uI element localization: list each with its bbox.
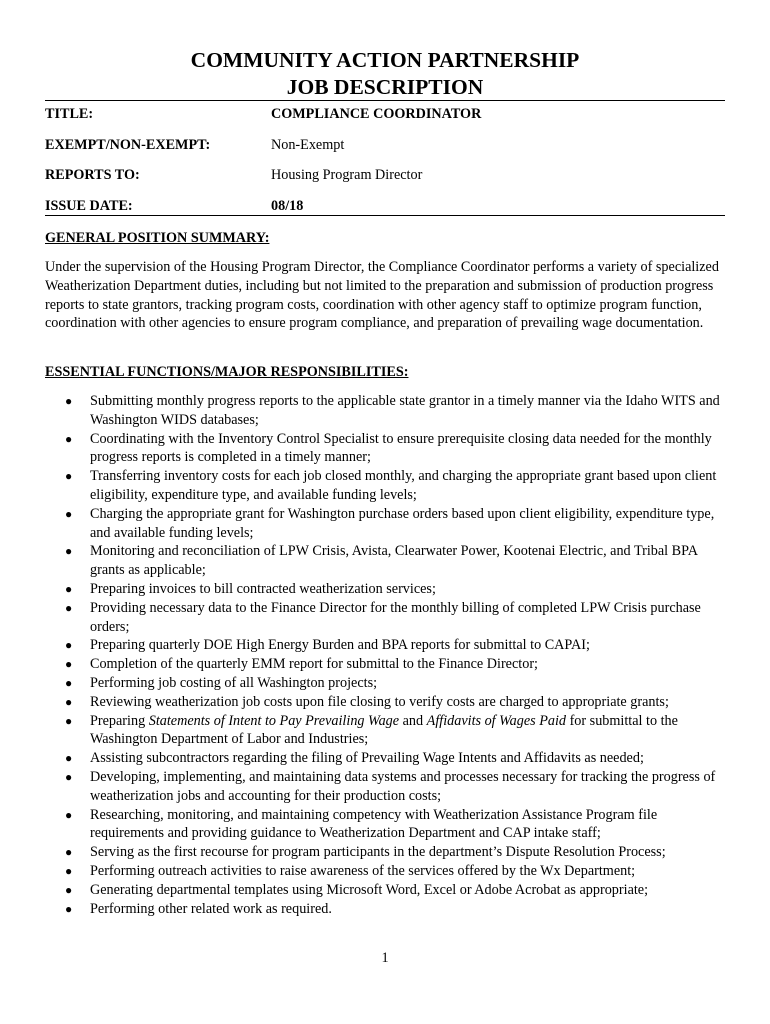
responsibilities-heading: ESSENTIAL FUNCTIONS/MAJOR RESPONSIBILITIES:: [45, 364, 409, 380]
bullet-icon: ●: [65, 675, 73, 690]
list-item: ● Reviewing weatherization job costs upon file closing to verify costs are charged to appropriate grants;: [65, 693, 669, 710]
exempt-value: Non-Exempt: [271, 137, 345, 153]
title-label: TITLE:: [45, 106, 94, 122]
list-item: ● Coordinating with the Inventory Control Specialist to ensure prerequisite closing data needed for the monthly progress reports is completed in a timely manner;: [65, 430, 712, 466]
bullet-icon: ●: [65, 581, 73, 596]
doc-type-title: JOB DESCRIPTION: [286, 75, 484, 99]
list-item: ● Preparing invoices to bill contracted weatherization services;: [65, 580, 436, 597]
bullet-icon: ●: [65, 845, 73, 860]
page-number: 1: [381, 950, 389, 966]
bullet-icon: ●: [65, 544, 73, 559]
bullet-icon: ●: [65, 506, 73, 521]
summary-heading: GENERAL POSITION SUMMARY:: [45, 230, 270, 246]
list-item: ● Serving as the first recourse for program participants in the department’s Dispute Resolution Process;: [65, 844, 666, 861]
reports-to-label: REPORTS TO:: [45, 167, 140, 183]
bottom-divider: [45, 215, 725, 216]
bullet-icon: ●: [65, 638, 73, 653]
bullet-icon: ●: [65, 469, 73, 484]
list-item: ● Monitoring and reconciliation of LPW Crisis, Avista, Clearwater Power, Kootenai Electric, and Tribal BPA grants as applicable;: [65, 543, 698, 579]
bullet-icon: ●: [65, 807, 73, 822]
bullet-icon: ●: [65, 600, 73, 615]
bullet-icon: ●: [65, 751, 73, 766]
statements-of-intent-title: Statements of Intent to Pay Prevailing Wage: [148, 712, 400, 729]
list-item: ● Assisting subcontractors regarding the filing of Prevailing Wage Intents and Affidavits as needed;: [65, 750, 644, 767]
bullet-icon: ●: [65, 657, 73, 672]
responsibilities-list: [0, 392, 725, 918]
summary-paragraph: Under the supervision of the Housing Program Director, the Compliance Coordinator performs a variety of specialized Weatherization Department duties, including but not limited to the preparation and submission of production progress reports to state grantors, tracking program costs, coordination with other agency staff to optimize program function, coordination with other agencies to ensure program compliance, and preparation of prevailing wage documentation.: [45, 259, 719, 332]
bullet-icon: ●: [65, 694, 73, 709]
affidavits-title: Affidavits of Wages Paid: [426, 712, 567, 729]
list-item: ● Developing, implementing, and maintaining data systems and processes necessary for tracking the progress of weatherization jobs and accounting for their production costs;: [65, 768, 716, 804]
list-item: ● Completion of the quarterly EMM report for submittal to the Finance Director;: [65, 656, 538, 673]
list-item: ● Performing outreach activities to raise awareness of the services offered by the Wx Department;: [65, 862, 636, 879]
bullet-icon: ●: [65, 713, 73, 728]
org-title: COMMUNITY ACTION PARTNERSHIP: [190, 48, 580, 72]
list-item: ● Researching, monitoring, and maintaining competency with Weatherization Assistance Program file requirements and providing guidance to Weatherization Department and CAP intake staff;: [65, 806, 658, 842]
list-item: ● Charging the appropriate grant for Washington purchase orders based upon client eligibility, expenditure type, and available funding levels;: [65, 505, 715, 541]
reports-to-value: Housing Program Director: [271, 167, 423, 183]
issue-date-label: ISSUE DATE:: [45, 198, 133, 214]
list-item: ● Providing necessary data to the Finance Director for the monthly billing of completed LPW Crisis purchase orders;: [65, 599, 701, 635]
list-item: ● Performing other related work as required.: [65, 900, 332, 917]
list-item: ● Transferring inventory costs for each job closed monthly, and charging the appropriate grant based upon client eligibility, expenditure type, and available funding levels;: [65, 468, 717, 503]
bullet-icon: ●: [65, 863, 73, 878]
title-value: COMPLIANCE COORDINATOR: [271, 106, 482, 122]
list-item: ● Submitting monthly progress reports to the applicable state grantor in a timely manner via the Idaho WITS and Washington WIDS databases;: [65, 393, 720, 428]
list-item: ● Performing job costing of all Washington projects;: [65, 674, 378, 691]
exempt-label: EXEMPT/NON-EXEMPT:: [45, 137, 211, 153]
bullet-icon: ●: [65, 769, 73, 784]
list-item: ● Preparing Statements of Intent to Pay Prevailing Wage and Affidavits of Wages Paid for submittal to the Washington Department of Labor and Industries;: [65, 712, 678, 748]
top-divider: [45, 100, 725, 101]
bullet-icon: ●: [65, 882, 73, 897]
bullet-icon: ●: [65, 394, 73, 408]
bullet-icon: ●: [65, 431, 73, 446]
list-item: ● Preparing quarterly DOE High Energy Burden and BPA reports for submittal to CAPAI;: [65, 637, 590, 654]
issue-date-value: 08/18: [271, 198, 304, 214]
bullet-icon: ●: [65, 901, 73, 916]
list-item: ● Generating departmental templates using Microsoft Word, Excel or Adobe Acrobat as appropriate;: [65, 881, 649, 898]
